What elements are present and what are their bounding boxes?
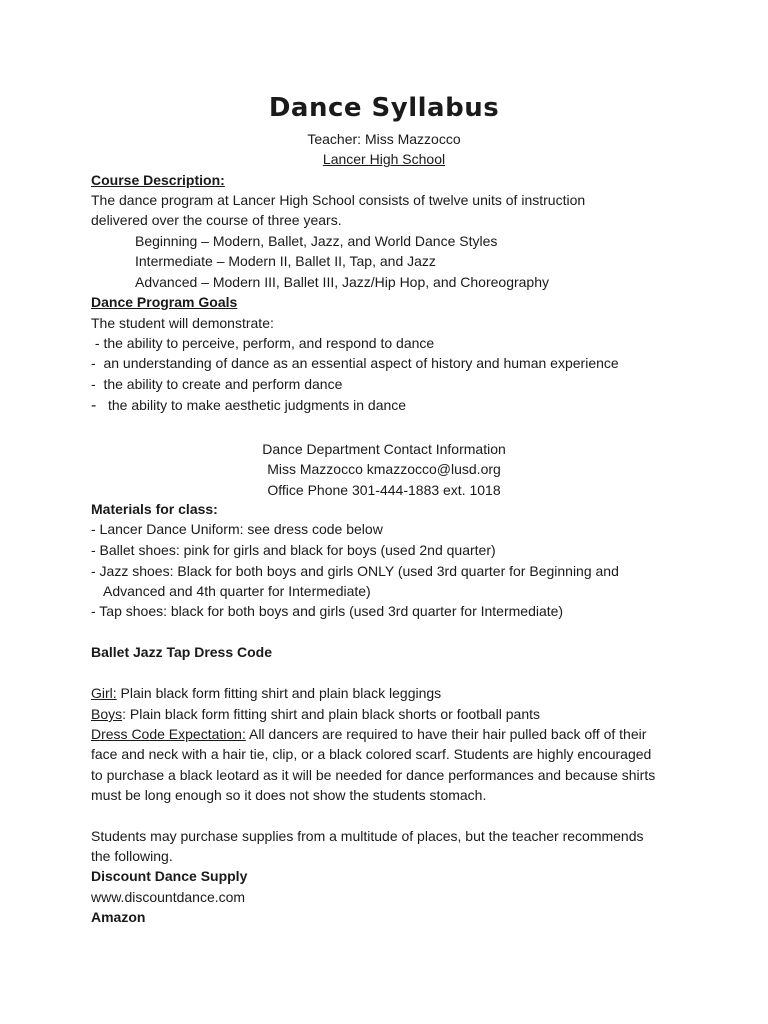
course-level-advanced: Advanced – Modern III, Ballet III, Jazz/Hip Hop, and Choreography bbox=[135, 274, 550, 290]
dress-code-expectation bbox=[91, 724, 646, 744]
materials-item: - Tap shoes: black for both boys and girls (used 3rd quarter for Intermediate) bbox=[91, 603, 564, 619]
course-description-heading: Course Description: bbox=[91, 172, 225, 188]
course-description-line: The dance program at Lancer High School consists of twelve units of instruction bbox=[91, 192, 586, 208]
goal-item: - the ability to create and perform dance bbox=[91, 376, 343, 392]
course-level-beginning: Beginning – Modern, Ballet, Jazz, and World Dance Styles bbox=[135, 233, 498, 249]
goals-intro: The student will demonstrate: bbox=[91, 315, 274, 331]
materials-item: - Jazz shoes: Black for both boys and girls ONLY (used 3rd quarter for Beginning and bbox=[91, 563, 619, 579]
girl-text: Plain black form fitting shirt and plain black leggings bbox=[116, 685, 442, 701]
goal-dash: - bbox=[91, 397, 97, 414]
page-title: Dance Syllabus bbox=[268, 93, 500, 123]
goal-item: - the ability to perceive, perform, and respond to dance bbox=[91, 335, 435, 351]
materials-heading: Materials for class: bbox=[91, 501, 218, 517]
materials-item: - Ballet shoes: pink for girls and black for boys (used 2nd quarter) bbox=[91, 542, 496, 558]
course-level-intermediate: Intermediate – Modern II, Ballet II, Tap, and Jazz bbox=[135, 253, 436, 269]
vendor-amazon: Amazon bbox=[91, 909, 146, 925]
materials-item: - Lancer Dance Uniform: see dress code below bbox=[91, 521, 383, 537]
expectation-line: to purchase a black leotard as it will be needed for dance performances and because shirts bbox=[91, 767, 656, 783]
boys-label: Boys bbox=[91, 706, 123, 722]
supplies-line: the following. bbox=[91, 848, 173, 864]
teacher-line: Teacher: Miss Mazzocco bbox=[307, 131, 461, 147]
school-line bbox=[0, 149, 768, 169]
boys-text: : Plain black form fitting shirt and plain black shorts or football pants bbox=[122, 706, 540, 722]
dress-code-heading: Ballet Jazz Tap Dress Code bbox=[91, 644, 273, 660]
expectation-label: Dress Code Expectation: bbox=[91, 726, 246, 742]
supplies-line: Students may purchase supplies from a multitude of places, but the teacher recommends bbox=[91, 828, 644, 844]
expectation-text: All dancers are required to have their hair pulled back off of their bbox=[245, 726, 647, 742]
vendor-url: www.discountdance.com bbox=[91, 889, 246, 905]
goals-heading: Dance Program Goals bbox=[91, 294, 238, 310]
expectation-line: face and neck with a hair tie, clip, or a black colored scarf. Students are highly encouraged bbox=[91, 746, 652, 762]
dress-code-boys bbox=[91, 704, 540, 724]
course-description-line: delivered over the course of three years. bbox=[91, 212, 342, 228]
girl-label: Girl: bbox=[91, 685, 117, 701]
vendor-discount-dance: Discount Dance Supply bbox=[91, 868, 248, 884]
expectation-line: must be long enough so it does not show the students stomach. bbox=[91, 787, 487, 803]
school-name: Lancer High School bbox=[322, 151, 446, 167]
goal-item: - an understanding of dance as an essential aspect of history and human experience bbox=[91, 355, 619, 371]
goal-item: the ability to make aesthetic judgments in dance bbox=[108, 397, 407, 413]
dress-code-girl bbox=[91, 683, 441, 703]
contact-email-line: Miss Mazzocco kmazzocco@lusd.org bbox=[267, 461, 501, 477]
contact-phone-line: Office Phone 301-444-1883 ext. 1018 bbox=[267, 482, 501, 498]
contact-heading: Dance Department Contact Information bbox=[262, 441, 506, 457]
materials-item-continued: Advanced and 4th quarter for Intermediate) bbox=[103, 583, 371, 599]
